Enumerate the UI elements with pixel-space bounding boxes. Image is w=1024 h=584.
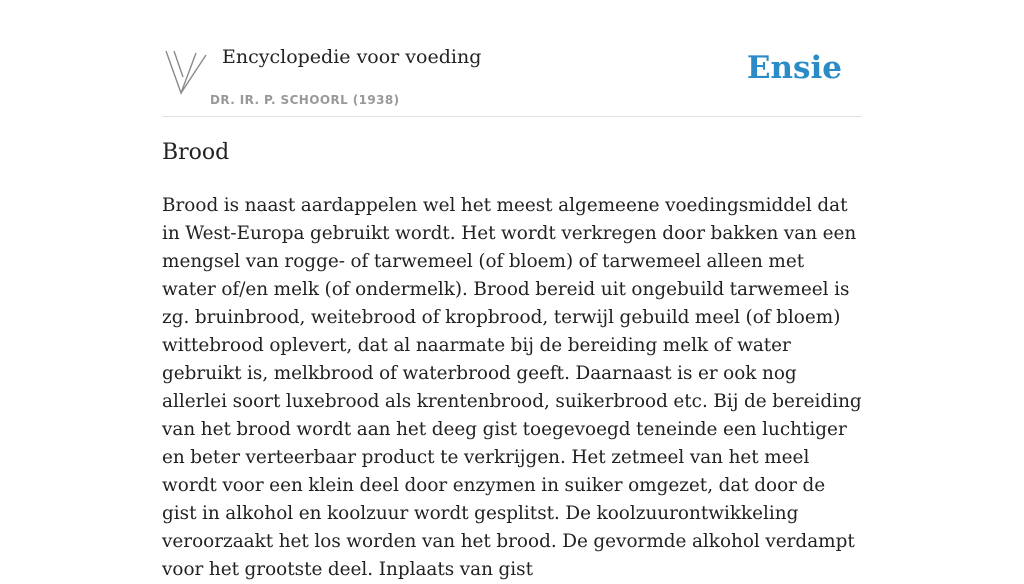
entry-body: Brood is naast aardappelen wel het meest algemeene voedingsmiddel dat in West-Europa gebruikt wordt. Het wordt verkregen door bakken van een mengsel van rogge- of tarwemeel (of bloem) of tarwemeel alleen met water of/en melk (of ondermelk). Brood bereid uit ongebuild tarwemeel is zg. bruinbrood, weitebrood of kropbrood, terwijl gebuild meel (of bloem) wittebrood oplevert, dat al naarmate bij de bereiding melk of water gebruikt is, melkbrood of waterbrood geeft. Daarnaast is er ook nog allerlei soort luxebrood als krentenbrood, suikerbrood etc. Bij de bereiding van het brood wordt aan het deeg gist toegevoegd teneinde een luchtiger en beter verteerbaar product te verkrijgen. Het zetmeel van het meel wordt voor een klein deel door enzymen in suiker omgezet, dat door de gist in alkohol en koolzuur wordt gesplitst. De koolzuurontwikkeling veroorzaakt het los worden van het brood. De gevormde alkohol verdampt voor het grootste deel. Inplaats van gist: [162, 195, 862, 580]
brand-logo-link[interactable]: Ensie: [746, 50, 842, 86]
book-author: DR. IR. P. SCHOORL (1938): [210, 93, 400, 107]
entry-title: Brood: [162, 140, 230, 165]
book-title[interactable]: Encyclopedie voor voeding: [222, 46, 482, 68]
ensie-v-logo-icon[interactable]: [165, 49, 207, 95]
header: [162, 40, 862, 117]
